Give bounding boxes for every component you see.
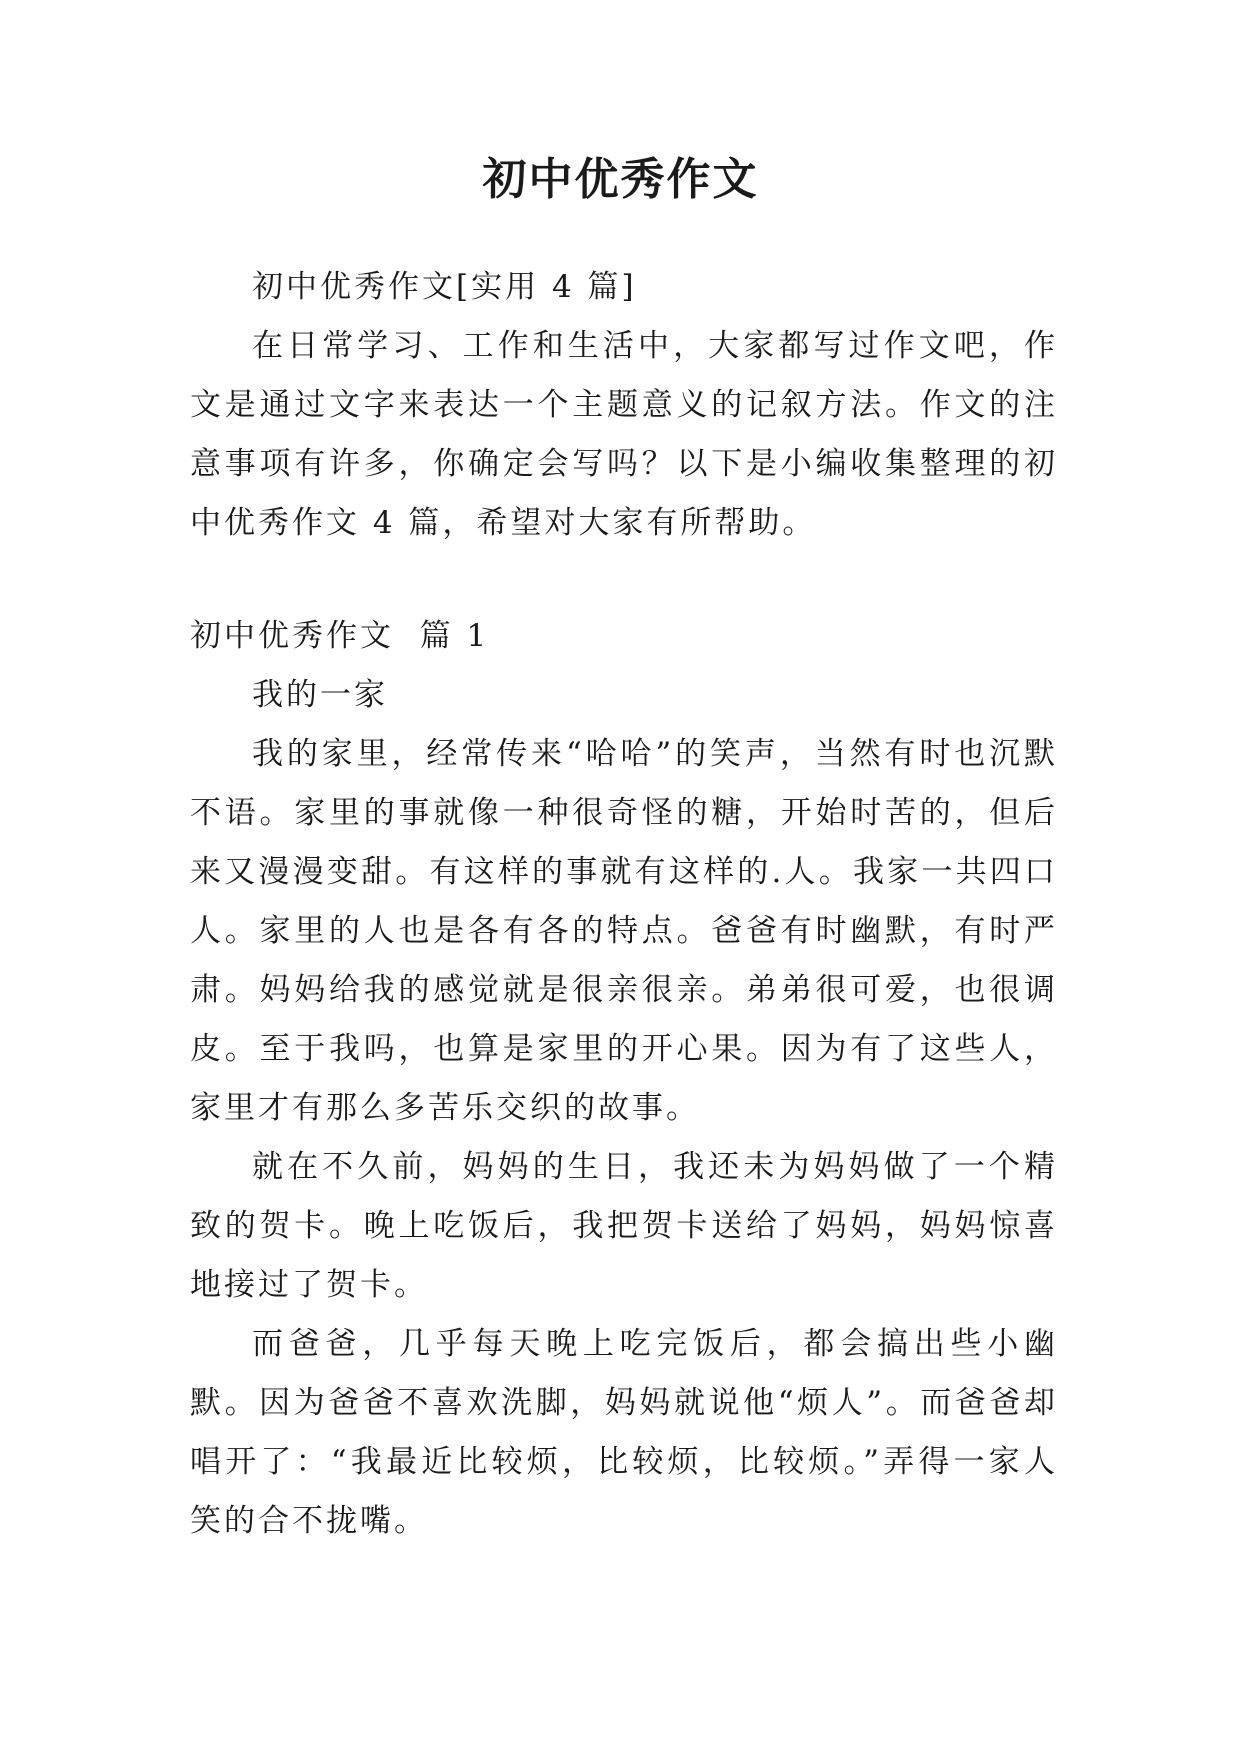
- essay-paragraph: 而爸爸，几乎每天晚上吃完饭后，都会搞出些小幽默。因为爸爸不喜欢洗脚，妈妈就说他“烦人”。而爸爸却唱开了：“我最近比较烦，比较烦，比较烦。”弄得一家人笑的合不拢嘴。: [190, 1326, 1058, 1539]
- essay-paragraph: 就在不久前，妈妈的生日，我还未为妈妈做了一个精致的贺卡。晚上吃饭后，我把贺卡送给了妈妈，妈妈惊喜地接过了贺卡。: [190, 1149, 1058, 1303]
- document-subtitle: 初中优秀作文[实用 4 篇]: [252, 269, 637, 305]
- essay-title: 我的一家: [252, 677, 388, 713]
- document-title: 初中优秀作文: [482, 154, 759, 205]
- intro-paragraph: 在日常学习、工作和生活中，大家都写过作文吧，作文是通过文字来表达一个主题意义的记叙方法。作文的注意事项有许多，你确定会写吗？以下是小编收集整理的初中优秀作文 4 篇，希望对大家有所帮助。: [190, 328, 1058, 541]
- document-body: [190, 258, 1058, 1551]
- section-heading: 初中优秀作文 篇 1: [190, 618, 490, 654]
- essay-paragraph: 我的家里，经常传来“哈哈”的笑声，当然有时也沉默不语。家里的事就像一种很奇怪的糖，开始时苦的，但后来又漫漫变甜。有这样的事就有这样的.人。我家一共四口人。家里的人也是各有各的特点。爸爸有时幽默，有时严肃。妈妈给我的感觉就是很亲很亲。弟弟很可爱，也很调皮。至于我吗，也算是家里的开心果。因为有了这些人，家里才有那么多苦乐交织的故事。: [190, 736, 1058, 1126]
